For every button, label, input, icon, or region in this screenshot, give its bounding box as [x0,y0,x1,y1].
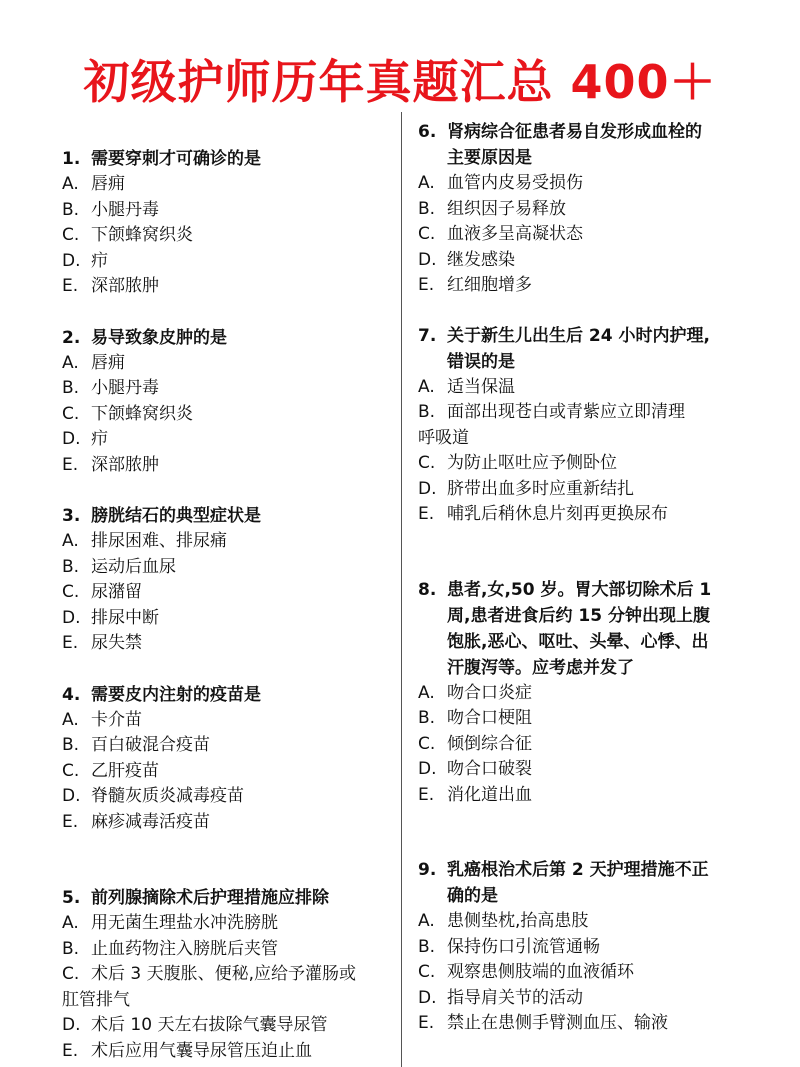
question-stem [62,503,392,529]
question-text: 前列腺摘除术后护理措施应排除 [91,888,329,908]
option-key: C. [62,582,80,602]
option-key: A. [62,174,79,194]
option-a [62,529,392,555]
option-key: B. [62,199,80,220]
question-6 [418,119,758,299]
option-a [418,171,758,197]
option-c [62,580,392,606]
option-text: 脐带出血多时应重新结扎 [447,478,634,499]
option-key: B. [418,708,436,728]
question-2 [62,325,392,479]
option-a [418,909,758,935]
option-b [62,937,392,963]
option-text: 下颌蜂窝织炎 [91,225,193,245]
option-c [62,223,392,249]
option-text: 麻疹减毒活疫苗 [91,811,210,832]
option-text: 疖 [91,429,108,449]
option-key: A. [418,173,435,193]
option-text: 患侧垫枕,抬高患肢 [447,911,589,931]
option-d [62,249,392,275]
question-number: 5. [62,888,81,908]
option-text: 唇痈 [91,352,125,373]
question-stem [418,119,758,145]
option-key: C. [62,225,80,245]
option-text: 面部出现苍白或青紫应立即清理 [447,402,685,422]
left-column [62,146,392,1064]
option-key: E. [62,1040,79,1061]
right-column [418,119,758,1037]
question-3 [62,503,392,657]
question-8 [418,577,758,809]
option-text: 血液多呈高凝状态 [447,224,583,244]
option-b [62,733,392,759]
option-key: C. [62,760,80,781]
option-key: E. [418,784,435,805]
option-c [418,960,758,986]
option-a [418,375,758,401]
option-text: 排尿困难、排尿痛 [91,531,227,551]
question-number: 1. [62,149,81,169]
option-text: 保持伤口引流管通畅 [447,936,600,957]
option-d [418,757,758,783]
option-c-continuation: 肛管排气 [62,989,130,1010]
option-key: D. [62,429,81,449]
option-text: 术后 3 天腹胀、便秘,应给予灌肠或 [91,964,357,984]
question-number: 9. [418,860,437,880]
option-text: 倾倒综合征 [447,733,532,754]
option-text: 组织因子易释放 [447,198,566,219]
option-key: B. [62,556,80,577]
option-text: 适当保温 [447,376,515,397]
option-text: 疖 [91,250,108,271]
option-text: 卡介苗 [91,709,142,730]
question-number: 7. [418,325,437,346]
option-key: D. [62,1015,81,1035]
question-text: 乳癌根治术后第 2 天护理措施不正 [447,860,709,880]
question-text: 需要穿刺才可确诊的是 [91,149,261,169]
option-text: 深部脓肿 [91,276,159,296]
option-key: D. [418,987,437,1008]
option-key: C. [418,453,436,473]
option-text: 尿失禁 [91,633,142,653]
option-text: 红细胞增多 [447,275,532,295]
option-key: E. [62,633,79,653]
option-a [62,172,392,198]
option-d [62,427,392,453]
option-d [418,477,758,503]
option-e [62,1039,392,1065]
option-e [62,453,392,479]
question-text: 关于新生儿出生后 24 小时内护理, [447,325,710,346]
option-a [62,351,392,377]
option-text: 消化道出血 [447,784,532,805]
question-9 [418,857,758,1037]
option-e [418,783,758,809]
option-b [418,197,758,223]
question-text: 汗腹泻等。应考虑并发了 [447,657,634,678]
question-number: 6. [418,122,437,142]
option-text: 术后 10 天左右拔除气囊导尿管 [91,1015,328,1035]
option-text: 下颌蜂窝织炎 [91,403,193,424]
question-number: 2. [62,327,81,348]
question-text: 易导致象皮肿的是 [91,327,227,348]
option-text: 吻合口炎症 [447,682,532,703]
question-number: 8. [418,579,437,600]
option-a [62,708,392,734]
question-text: 膀胱结石的典型症状是 [91,506,261,526]
question-stem-line-2 [418,349,758,375]
option-key: E. [62,276,79,296]
option-key: D. [62,250,81,271]
option-text: 吻合口破裂 [447,759,532,779]
question-text: 饱胀,恶心、呕吐、头晕、心悸、出 [447,631,709,652]
option-key: E. [418,1013,435,1033]
option-text: 尿潴留 [91,582,142,602]
option-text: 术后应用气囊导尿管压迫止血 [91,1040,312,1061]
question-stem [418,577,758,603]
question-stem [62,682,392,708]
option-d [62,606,392,632]
option-d [418,986,758,1012]
question-stem [62,885,392,911]
option-key: B. [62,378,80,398]
question-text: 肾病综合征患者易自发形成血栓的 [447,122,702,142]
option-key: C. [62,403,80,424]
option-a [418,681,758,707]
option-b [62,376,392,402]
option-key: E. [418,504,435,524]
question-1 [62,146,392,300]
option-key: A. [418,376,435,397]
option-text: 乙肝疫苗 [91,760,159,781]
question-text: 患者,女,50 岁。胃大部切除术后 1 [447,579,712,600]
option-b [418,400,758,426]
option-e [62,631,392,657]
option-d [62,784,392,810]
question-7 [418,323,758,528]
option-key: B. [418,198,436,219]
option-text: 运动后血尿 [91,556,176,577]
option-text: 深部脓肿 [91,454,159,475]
option-text: 指导肩关节的活动 [447,987,583,1008]
option-text: 为防止呕吐应予侧卧位 [447,453,617,473]
option-e [418,1011,758,1037]
question-5 [62,885,392,1064]
option-text: 百白破混合疫苗 [91,735,210,755]
option-key: C. [418,224,436,244]
question-stem-line-2 [418,603,758,629]
option-key: D. [418,759,437,779]
option-c [62,962,392,988]
option-e [418,273,758,299]
option-key: A. [62,913,79,933]
option-c [418,451,758,477]
option-key: B. [418,936,436,957]
question-text: 确的是 [447,886,498,906]
option-key: E. [62,454,79,475]
option-key: E. [418,275,435,295]
option-key: B. [62,735,80,755]
question-text: 主要原因是 [447,148,532,168]
option-key: B. [418,402,436,422]
option-key: D. [62,786,81,806]
option-key: E. [62,811,79,832]
option-b [62,198,392,224]
option-text: 观察患侧肢端的血液循环 [447,962,634,982]
option-text: 唇痈 [91,174,125,194]
option-text: 脊髓灰质炎减毒疫苗 [91,786,244,806]
option-text: 小腿丹毒 [91,378,159,398]
column-divider [401,112,402,1067]
question-stem-line-2 [418,883,758,909]
option-c [418,222,758,248]
question-number: 3. [62,506,81,526]
option-text: 禁止在患侧手臂测血压、输液 [447,1013,668,1033]
option-key: D. [62,607,81,628]
option-text: 吻合口梗阻 [447,708,532,728]
option-key: D. [418,249,437,270]
option-e [418,502,758,528]
option-c [418,732,758,758]
option-b [418,706,758,732]
option-key: A. [62,352,79,373]
option-c [62,402,392,428]
option-c [62,759,392,785]
question-stem [62,146,392,172]
option-d [418,248,758,274]
option-key: A. [418,682,435,703]
question-stem [62,325,392,351]
question-number: 4. [62,684,81,705]
option-key: C. [418,733,436,754]
option-b [418,935,758,961]
option-key: A. [62,531,79,551]
option-text: 哺乳后稍休息片刻再更换尿布 [447,504,668,524]
option-a [62,911,392,937]
question-stem-line-3 [418,629,758,655]
option-key: A. [62,709,79,730]
option-key: C. [62,964,80,984]
question-4 [62,682,392,836]
option-b-continuation: 呼吸道 [418,427,469,448]
option-key: B. [62,938,80,959]
option-b [62,555,392,581]
question-stem-line-2 [418,145,758,171]
question-text: 需要皮内注射的疫苗是 [91,684,261,705]
question-text: 周,患者进食后约 15 分钟出现上腹 [447,605,710,626]
question-stem [418,857,758,883]
option-text: 血管内皮易受损伤 [447,173,583,193]
option-key: C. [418,962,436,982]
page-title: 初级护师历年真题汇总 400＋ [83,55,717,109]
question-stem [418,323,758,349]
option-e [62,274,392,300]
option-text: 用无菌生理盐水冲洗膀胱 [91,913,278,933]
option-text: 止血药物注入膀胱后夹管 [91,938,278,959]
option-text: 继发感染 [447,249,515,270]
option-text: 小腿丹毒 [91,199,159,220]
option-key: A. [418,911,435,931]
option-text: 排尿中断 [91,607,159,628]
option-d [62,1013,392,1039]
question-text: 错误的是 [447,351,515,372]
question-stem-line-4 [418,655,758,681]
option-e [62,810,392,836]
option-key: D. [418,478,437,499]
